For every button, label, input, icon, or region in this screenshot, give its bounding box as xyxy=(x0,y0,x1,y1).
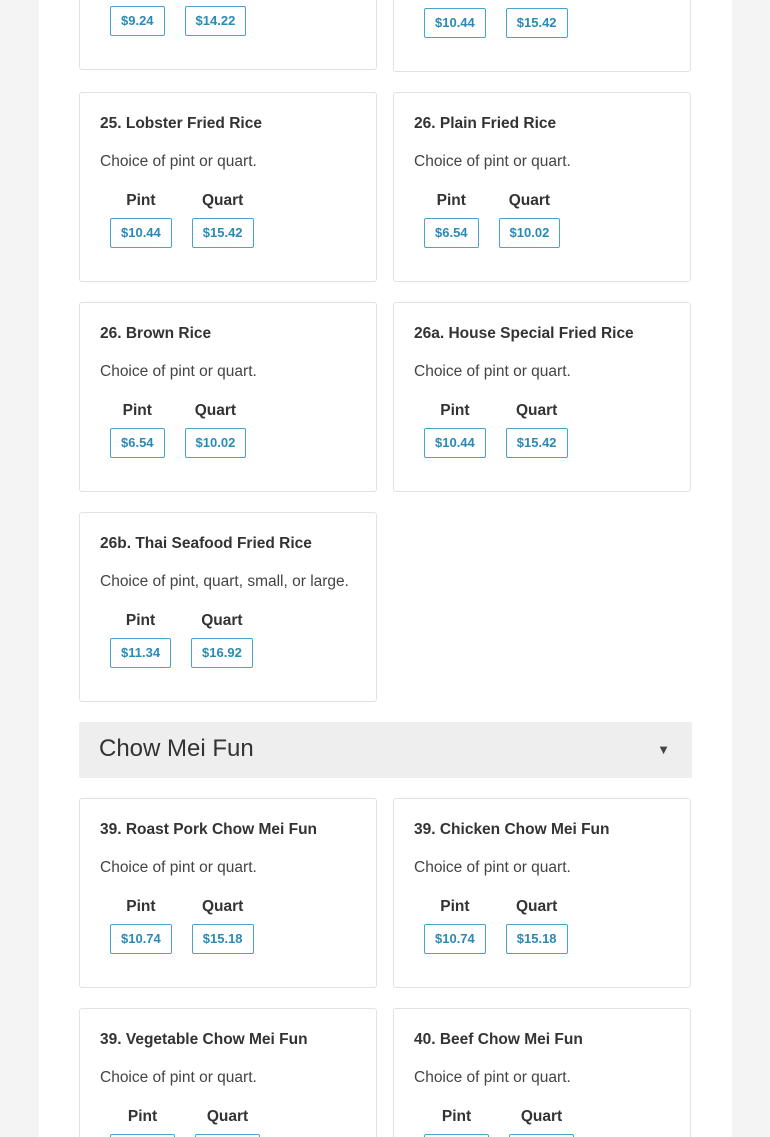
pint-price-button[interactable]: $6.54 xyxy=(424,218,479,248)
section-header-chow-mei-fun[interactable] xyxy=(79,722,692,778)
option-pint xyxy=(110,897,172,954)
price-options xyxy=(424,897,568,954)
item-description: Choice of pint or quart. xyxy=(100,859,257,876)
option-label: Quart xyxy=(201,192,244,209)
option-label: Quart xyxy=(515,402,558,419)
item-title: 26. Plain Fried Rice xyxy=(414,115,557,132)
pint-price-button[interactable]: $11.34 xyxy=(110,638,171,668)
option-label: Quart xyxy=(206,1108,249,1125)
menu-item-card[interactable] xyxy=(79,302,377,492)
price-options xyxy=(110,611,253,668)
price-options xyxy=(110,0,246,36)
option-label: Pint xyxy=(127,1108,158,1125)
option-pint xyxy=(424,897,486,954)
option-quart xyxy=(185,401,247,458)
price-options xyxy=(424,0,568,38)
item-title: 26b. Thai Seafood Fried Rice xyxy=(100,535,312,552)
chevron-down-icon[interactable]: ▼ xyxy=(657,742,670,757)
option-quart xyxy=(506,0,568,38)
option-label: Pint xyxy=(122,402,152,419)
option-label: Quart xyxy=(520,1108,563,1125)
menu-item-card[interactable] xyxy=(79,798,377,988)
option-pint xyxy=(424,0,486,38)
menu-item-card[interactable] xyxy=(393,798,691,988)
menu-item-card[interactable] xyxy=(393,0,691,72)
option-quart xyxy=(195,1107,260,1137)
quart-price-button[interactable]: $16.92 xyxy=(191,638,253,668)
option-label: Quart xyxy=(201,612,243,629)
pint-price-button[interactable]: $10.44 xyxy=(110,218,172,248)
item-description: Choice of pint or quart. xyxy=(414,859,571,876)
option-pint xyxy=(110,611,171,668)
item-title: 39. Roast Pork Chow Mei Fun xyxy=(100,821,318,838)
price-options xyxy=(110,1107,260,1137)
option-label: Pint xyxy=(126,898,156,915)
option-pint xyxy=(424,401,486,458)
section-title: Chow Mei Fun xyxy=(99,735,254,762)
price-options xyxy=(424,191,560,248)
option-label: Quart xyxy=(194,402,237,419)
option-quart xyxy=(499,191,561,248)
pint-price-button[interactable]: $9.24 xyxy=(110,6,165,36)
option-label: Pint xyxy=(436,192,466,209)
item-description: Choice of pint or quart. xyxy=(100,1069,257,1086)
price-options xyxy=(110,897,254,954)
menu-item-card[interactable] xyxy=(79,1008,377,1137)
menu-item-card[interactable] xyxy=(79,92,377,282)
quart-price-button[interactable]: $10.02 xyxy=(185,428,247,458)
item-title: 39. Chicken Chow Mei Fun xyxy=(414,821,610,838)
pint-price-button[interactable]: $10.44 xyxy=(424,428,486,458)
menu-item-card[interactable] xyxy=(79,512,377,702)
quart-price-button[interactable]: $14.22 xyxy=(185,6,247,36)
option-quart xyxy=(506,897,568,954)
option-label: Pint xyxy=(126,192,156,209)
pint-price-button[interactable]: $6.54 xyxy=(110,428,165,458)
option-label: Pint xyxy=(440,402,470,419)
option-label: Pint xyxy=(441,1108,472,1125)
option-pint xyxy=(110,191,172,248)
option-quart xyxy=(191,611,253,668)
item-description: Choice of pint or quart. xyxy=(414,1069,571,1086)
pint-price-button[interactable]: $10.74 xyxy=(110,924,172,954)
option-pint xyxy=(110,401,165,458)
option-quart xyxy=(192,897,254,954)
price-options xyxy=(110,401,246,458)
option-quart xyxy=(506,401,568,458)
menu-item-card[interactable] xyxy=(393,92,691,282)
option-quart xyxy=(192,191,254,248)
pint-price-button[interactable]: $10.74 xyxy=(424,924,486,954)
item-description: Choice of pint or quart. xyxy=(100,153,257,170)
item-description: Choice of pint or quart. xyxy=(414,363,571,380)
item-description: Choice of pint, quart, small, or large. xyxy=(100,573,349,590)
quart-price-button[interactable]: $15.42 xyxy=(506,428,568,458)
price-options xyxy=(424,401,568,458)
item-title: 25. Lobster Fried Rice xyxy=(100,115,262,132)
item-description: Choice of pint or quart. xyxy=(100,363,257,380)
menu-item-card[interactable] xyxy=(79,0,377,70)
option-pint xyxy=(424,1107,489,1137)
option-pint xyxy=(110,1107,175,1137)
price-options xyxy=(110,191,254,248)
option-label: Pint xyxy=(125,612,156,629)
option-label: Quart xyxy=(508,192,551,209)
quart-price-button[interactable]: $15.18 xyxy=(192,924,254,954)
item-description: Choice of pint or quart. xyxy=(414,153,571,170)
item-title: 26. Brown Rice xyxy=(100,325,212,342)
pint-price-button[interactable]: $10.44 xyxy=(424,8,486,38)
option-label: Quart xyxy=(201,898,244,915)
option-quart xyxy=(185,0,247,36)
quart-price-button[interactable]: $15.42 xyxy=(192,218,254,248)
option-pint xyxy=(110,0,165,36)
item-title: 26a. House Special Fried Rice xyxy=(414,325,634,342)
item-title: 40. Beef Chow Mei Fun xyxy=(414,1031,583,1048)
item-title: 39. Vegetable Chow Mei Fun xyxy=(100,1031,308,1048)
option-pint xyxy=(424,191,479,248)
option-label: Quart xyxy=(515,898,558,915)
menu-item-card[interactable] xyxy=(393,1008,691,1137)
quart-price-button[interactable]: $15.42 xyxy=(506,8,568,38)
quart-price-button[interactable]: $15.18 xyxy=(506,924,568,954)
menu-item-card[interactable] xyxy=(393,302,691,492)
option-quart xyxy=(509,1107,574,1137)
quart-price-button[interactable]: $10.02 xyxy=(499,218,561,248)
price-options xyxy=(424,1107,574,1137)
option-label: Pint xyxy=(440,898,470,915)
